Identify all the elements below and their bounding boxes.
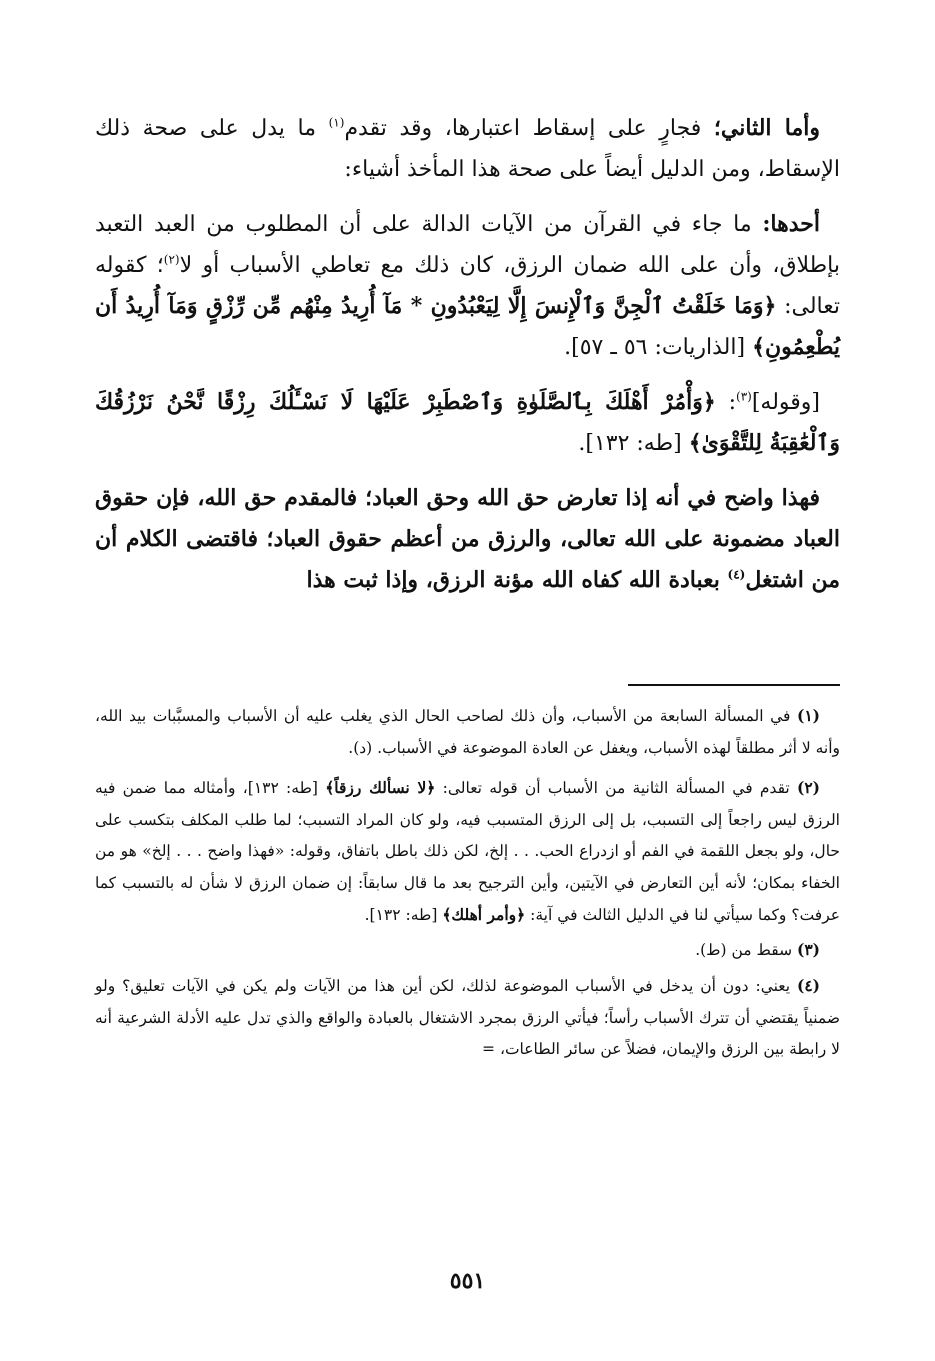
footnote-separator [628,684,840,686]
page-number: ٥٥١ [449,1268,486,1294]
footnote-3-number: (٣) [796,939,820,959]
quran-verse-adh-dhariyat: ﴿وَمَا خَلَقْتُ ٱلْجِنَّ وَٱلْإِنسَ إِلَّا لِيَعْبُدُونِ * مَآ أُرِيدُ مِنْهُم مِّن رِّزْقٍ وَمَآ أُرِيدُ أَن يُطْعِمُونِ﴾ [95,293,840,360]
verse-citation-adh-dhariyat: [الذاريات: ٥٦ ـ ٥٧]. [564,335,753,360]
footnote-3-text: سقط من (ط). [695,940,797,959]
paragraph-1-lead: وأما الثاني؛ [713,115,821,141]
paragraph-4-text-a: فهذا واضح في أنه إذا تعارض حق الله وحق العباد؛ فالمقدم حق الله، فإن حقوق العباد مضمونة على الله تعالى، والرزق من أعظم حقوق العباد؛ فاقتضى الكلام أن من اشتغل [95,485,840,593]
footnote-2 [95,772,840,932]
footnote-1-text: في المسألة السابعة من الأسباب، وأن ذلك لصاحب الحال الذي يغلب عليه أن الأسباب والمسبَّبات بيد الله، وأنه لا أثر مطلقاً لهذه الأسباب، ويغفل عن العادة الموضوعة في الأسباب. (د). [95,707,840,757]
paragraph-2-lead: أحدها: [762,211,820,237]
paragraph-2-text-b: ؛ كقوله تعالى: [95,253,840,319]
footnote-1 [95,700,840,764]
footnote-2-number: (٢) [796,778,820,797]
footnote-ref-2: (٢) [163,252,180,267]
paragraph-4 [95,478,840,601]
footnotes [95,700,840,1066]
footnote-2-text-b: [طه: ١٣٢]، وأمثاله مما ضمن فيه الرزق ليس راجعاً إلى التسبب، بل إلى الرزق المتسبب فيه، ولو كان المراد التسبب؛ لما طلب المكلف بتكسب على حال، ولو بجعل اللقمة في الفم أو ازدراع الحب. . . إلخ، لكن ذلك باطل باتفاق، وقوله: «فهذا واضح . . . إلخ» هو من الخفاء بمكان؛ لأنه أين التعارض في الآيتين، وأين الترجيح بعد ما قال سابقاً: إن ضمان الرزق لا شأن له بالتسبب كما عرفت؟ وكما سيأتي لنا في الدليل الثالث في آية: [95,779,840,924]
footnote-3 [95,934,840,967]
footnote-ref-4: (٤) [727,567,746,582]
verse-citation-taha: [طه: ١٣٢]. [578,431,689,456]
footnote-ref-1: (١) [328,115,345,130]
paragraph-1 [95,108,840,190]
paragraph-3-text-b: : [715,390,737,415]
footnote-2-quote-a: ﴿لا نسألك رزقاً﴾ [325,778,436,797]
footnote-2-text-c: [طه: ١٣٢]. [364,906,443,924]
footnote-2-quote-b: ﴿وأمر أهلك﴾ [442,905,526,924]
paragraph-2 [95,204,840,368]
paragraph-3-text-a: [وقوله] [751,390,821,415]
paragraph-1-text-b: ما يدل على صحة ذلك الإسقاط، ومن الدليل أيضاً على صحة هذا المأخذ أشياء: [95,116,840,182]
paragraph-2-text-a: ما جاء في القرآن من الآيات الدالة على أن المطلوب من العبد التعبد بإطلاق، وأن على الله ضمان الرزق، كان ذلك مع تعاطي الأسباب أو لا [95,212,840,278]
paragraph-3 [95,382,840,464]
footnote-4 [95,970,840,1066]
footnote-ref-3: (٣) [736,389,752,404]
quran-verse-taha: ﴿وَأْمُرْ أَهْلَكَ بِٱلصَّلَوٰةِ وَٱصْطَبِرْ عَلَيْهَا لَا نَسْـَٔلُكَ رِزْقًا نَّحْنُ نَرْزُقُكَ وَٱلْعَٰقِبَةُ لِلتَّقْوَىٰ﴾ [95,389,840,456]
paragraph-1-text-a: فجارٍ على إسقاط اعتبارها، وقد تقدم [344,116,714,141]
main-text [95,108,840,601]
footnote-4-number: (٤) [796,976,820,995]
footnote-2-text-a: تقدم في المسألة الثانية من الأسباب أن قوله تعالى: [435,779,797,797]
paragraph-4-text-b: بعبادة الله كفاه الله مؤنة الرزق، وإذا ثبت هذا [306,567,728,593]
footnote-4-text: يعني: دون أن يدخل في الأسباب الموضوعة لذلك، لكن أين هذا من الآيات ولم يكن في الآيات تعليق؟ ولو ضمنياً يقتضي أن تترك الأسباب رأساً؛ فيأتي الرزق بمجرد الاشتغال بالعبادة والواقع والذي تدل عليه الأدلة الشرعية أنه لا رابطة بين الرزق والإيمان، فضلاً عن سائر الطاعات، = [95,977,840,1058]
footnote-1-number: (١) [796,706,820,725]
